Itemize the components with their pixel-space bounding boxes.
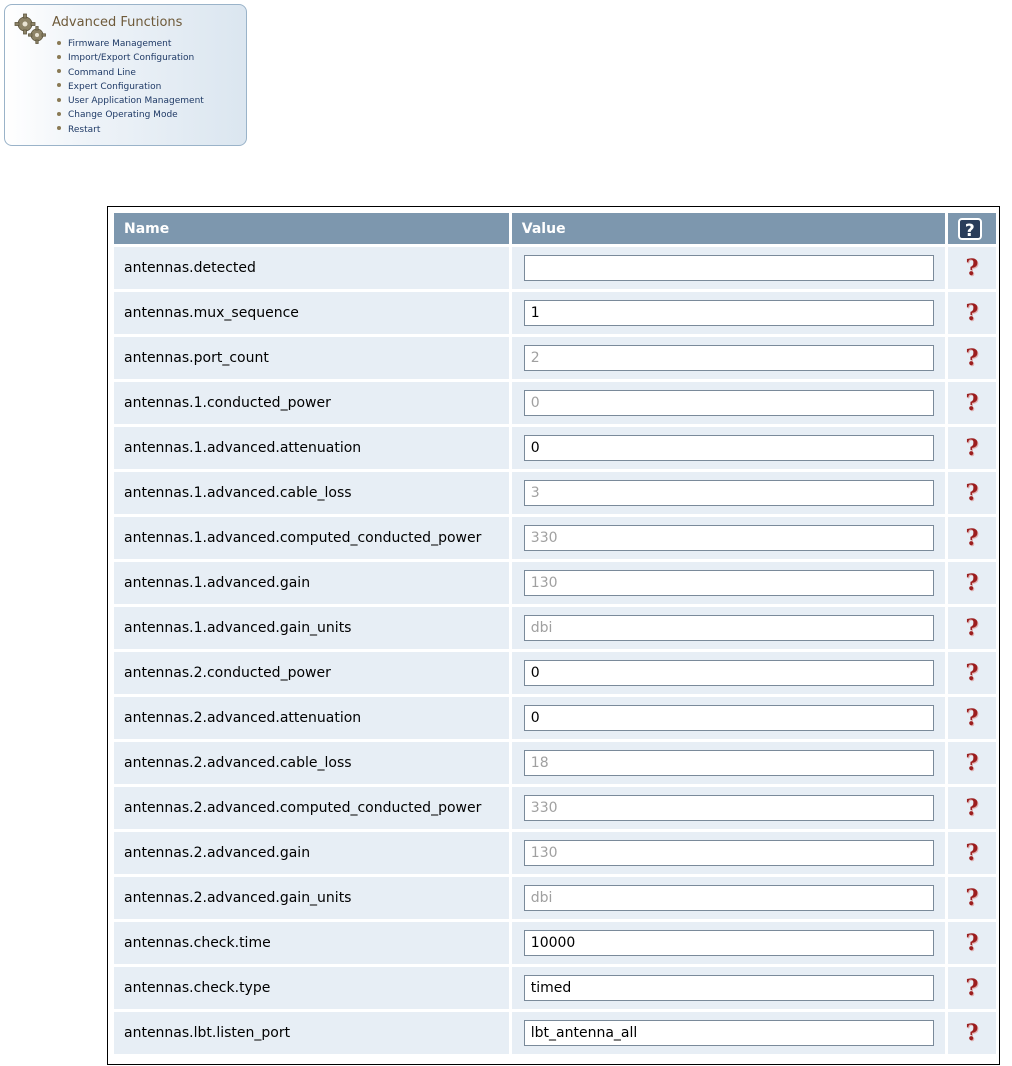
config-table-frame [107,206,1000,1065]
nav-link-firmware-management[interactable]: Firmware Management [68,39,172,49]
table-row [114,517,996,559]
nav-item-change-operating-mode [57,108,204,122]
help-cell [948,652,996,694]
gears-icon [13,12,47,46]
setting-name: antennas.2.advanced.attenuation [114,697,509,739]
setting-value-input[interactable] [524,795,934,821]
help-icon[interactable]: ? [965,480,979,506]
setting-name: antennas.1.advanced.cable_loss [114,472,509,514]
help-header-icon[interactable]: ? [958,218,982,240]
help-cell [948,967,996,1009]
setting-value-input[interactable] [524,570,934,596]
help-icon[interactable]: ? [965,840,979,866]
help-cell [948,427,996,469]
nav-item-firmware-management [57,37,204,51]
setting-value-cell [512,742,945,784]
help-icon[interactable]: ? [965,930,979,956]
table-row [114,922,996,964]
help-icon[interactable]: ? [965,885,979,911]
setting-value-cell [512,697,945,739]
help-icon[interactable]: ? [965,795,979,821]
setting-value-input[interactable] [524,255,934,281]
column-header-value: Value [512,213,945,244]
nav-link-restart[interactable]: Restart [68,124,101,135]
setting-value-cell [512,967,945,1009]
setting-value-cell [512,382,945,424]
setting-value-cell [512,292,945,334]
help-cell [948,742,996,784]
setting-value-cell [512,247,945,289]
setting-name: antennas.mux_sequence [114,292,509,334]
help-cell [948,247,996,289]
help-icon[interactable]: ? [965,255,979,281]
nav-item-import-export-configuration [57,51,204,65]
advanced-functions-title: Advanced Functions [52,15,183,30]
help-icon[interactable]: ? [965,570,979,596]
setting-name: antennas.check.type [114,967,509,1009]
setting-name: antennas.2.advanced.computed_conducted_power [114,787,509,829]
table-row [114,292,996,334]
setting-value-input[interactable] [524,525,934,551]
setting-value-input[interactable] [524,705,934,731]
setting-value-input[interactable] [524,390,934,416]
bullet-icon [57,55,61,59]
help-icon[interactable]: ? [965,345,979,371]
setting-value-cell [512,607,945,649]
setting-value-input[interactable] [524,435,934,461]
table-row [114,877,996,919]
setting-name: antennas.2.advanced.cable_loss [114,742,509,784]
help-cell [948,517,996,559]
nav-link-expert-configuration[interactable]: Expert Configuration [68,81,162,92]
nav-item-command-line [57,66,204,80]
setting-value-input[interactable] [524,750,934,776]
table-row [114,427,996,469]
setting-value-input[interactable] [524,480,934,506]
column-header-name: Name [114,213,509,244]
bullet-icon [57,41,61,45]
setting-value-input[interactable] [524,885,934,911]
advanced-functions-panel [4,4,247,146]
setting-name: antennas.2.advanced.gain_units [114,877,509,919]
nav-link-change-operating-mode[interactable]: Change Operating Mode [68,110,178,121]
setting-value-input[interactable] [524,1020,934,1046]
setting-name: antennas.detected [114,247,509,289]
setting-value-input[interactable] [524,930,934,956]
help-icon[interactable]: ? [965,975,979,1001]
help-cell [948,832,996,874]
table-row [114,472,996,514]
help-cell [948,607,996,649]
setting-value-cell [512,1012,945,1054]
table-row [114,1012,996,1054]
nav-item-expert-configuration [57,80,204,94]
help-cell [948,922,996,964]
help-icon[interactable]: ? [965,660,979,686]
help-cell [948,697,996,739]
bullet-icon [57,126,61,130]
setting-value-cell [512,922,945,964]
nav-item-user-application-management [57,94,204,108]
help-cell [948,787,996,829]
config-table-body [114,247,996,1054]
help-icon[interactable]: ? [965,300,979,326]
setting-value-input[interactable] [524,975,934,1001]
setting-value-cell [512,517,945,559]
setting-name: antennas.1.advanced.computed_conducted_power [114,517,509,559]
setting-value-cell [512,472,945,514]
setting-value-cell [512,427,945,469]
setting-name: antennas.1.advanced.gain_units [114,607,509,649]
help-cell [948,292,996,334]
setting-name: antennas.2.advanced.gain [114,832,509,874]
setting-value-input[interactable] [524,660,934,686]
nav-link-user-application-management[interactable]: User Application Management [68,96,204,107]
setting-value-input[interactable] [524,345,934,371]
help-cell [948,337,996,379]
help-cell [948,1012,996,1054]
table-row [114,337,996,379]
help-icon[interactable]: ? [965,435,979,461]
table-row [114,697,996,739]
help-icon[interactable]: ? [965,750,979,776]
setting-value-cell [512,877,945,919]
help-icon[interactable]: ? [965,705,979,731]
setting-value-cell [512,652,945,694]
nav-link-import-export-configuration[interactable]: Import/Export Configuration [68,53,195,64]
nav-link-command-line[interactable]: Command Line [68,67,136,78]
nav-item-restart [57,123,204,137]
setting-value-cell [512,562,945,604]
help-icon[interactable]: ? [965,525,979,551]
table-row [114,652,996,694]
table-row [114,382,996,424]
help-icon[interactable]: ? [965,390,979,416]
table-row [114,247,996,289]
setting-name: antennas.check.time [114,922,509,964]
bullet-icon [57,69,61,73]
setting-value-input[interactable] [524,615,934,641]
help-icon[interactable]: ? [965,1020,979,1046]
setting-name: antennas.1.advanced.gain [114,562,509,604]
help-icon[interactable]: ? [965,615,979,641]
help-cell [948,877,996,919]
setting-value-cell [512,832,945,874]
bullet-icon [57,83,61,87]
table-row [114,562,996,604]
setting-name: antennas.port_count [114,337,509,379]
setting-name: antennas.1.advanced.attenuation [114,427,509,469]
advanced-functions-list [57,37,204,137]
table-row [114,787,996,829]
setting-name: antennas.1.conducted_power [114,382,509,424]
table-row [114,967,996,1009]
column-header-help [948,213,996,244]
setting-value-input[interactable] [524,840,934,866]
table-row [114,832,996,874]
table-header-row [114,213,996,244]
help-cell [948,562,996,604]
help-cell [948,472,996,514]
table-row [114,742,996,784]
config-table [111,210,999,1057]
table-row [114,607,996,649]
bullet-icon [57,112,61,116]
setting-value-cell [512,787,945,829]
bullet-icon [57,98,61,102]
setting-value-input[interactable] [524,300,934,326]
setting-name: antennas.2.conducted_power [114,652,509,694]
setting-name: antennas.lbt.listen_port [114,1012,509,1054]
setting-value-cell [512,337,945,379]
help-cell [948,382,996,424]
